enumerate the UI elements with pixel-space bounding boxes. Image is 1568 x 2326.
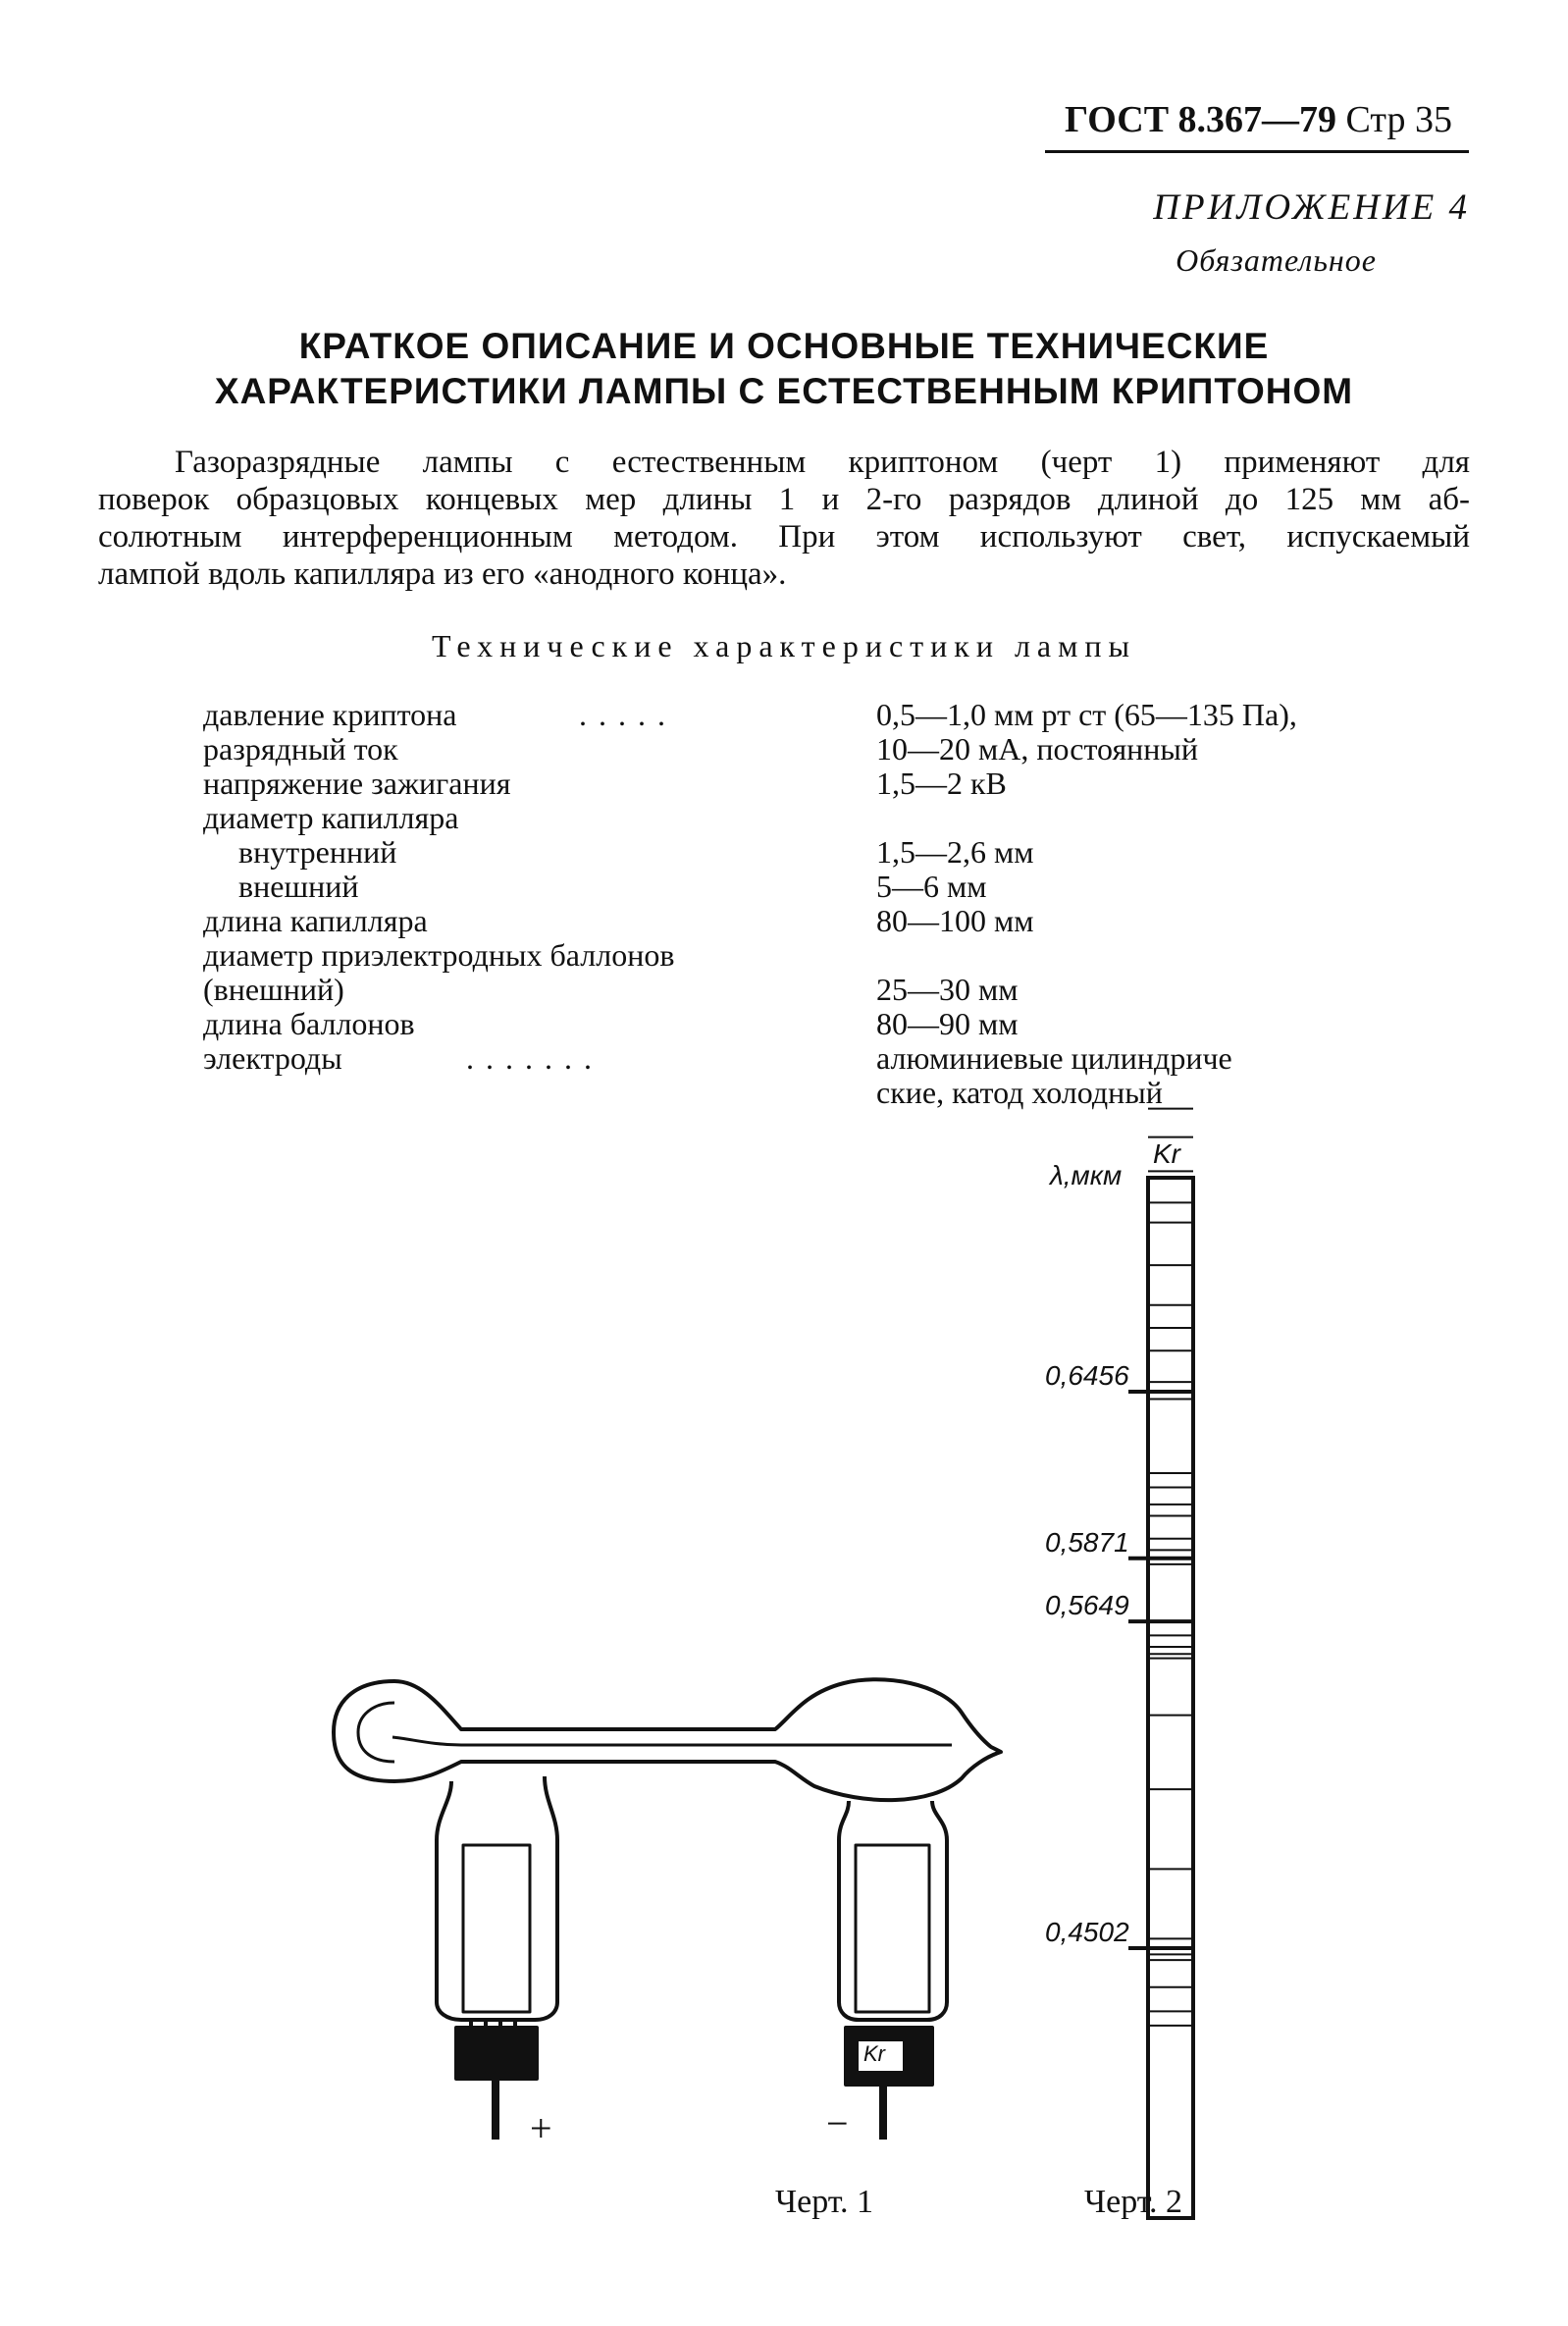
wavelength-mark-label: 0,5649 bbox=[1045, 1590, 1129, 1621]
paragraph-line: лампой вдоль капилляра из его «анодного конца». bbox=[98, 556, 787, 592]
spectrum-frame bbox=[1148, 1178, 1193, 2218]
minus-terminal-label: − bbox=[826, 2101, 849, 2145]
anode-bulb bbox=[437, 1776, 557, 2020]
figure-2-caption: Черт. 2 bbox=[1084, 2184, 1183, 2220]
spec-value: 0,5—1,0 мм рт ст (65—135 Па), bbox=[876, 697, 1297, 732]
spec-value: 80—90 мм bbox=[876, 1006, 1019, 1041]
cathode-electrode bbox=[856, 1845, 929, 2012]
lamp-drawing bbox=[334, 1679, 1001, 2140]
page-number: Стр 35 bbox=[1345, 99, 1452, 140]
spec-leader-dots: ....... bbox=[466, 1040, 603, 1076]
spec-name: диаметр капилляра bbox=[203, 800, 459, 835]
cathode-label: Kr bbox=[863, 2041, 885, 2066]
document-title-line-2: ХАРАКТЕРИСТИКИ ЛАМПЫ С ЕСТЕСТВЕННЫМ КРИПТОНОМ bbox=[214, 371, 1354, 411]
spec-value: 1,5—2 кВ bbox=[876, 766, 1007, 801]
standard-number: ГОСТ 8.367—79 bbox=[1065, 99, 1337, 140]
paragraph-line: Газоразрядные лампы с естественным криптоном (черт 1) применяют для bbox=[175, 445, 1470, 480]
krypton-label: Kr bbox=[1153, 1138, 1180, 1169]
spec-value: 5—6 мм bbox=[876, 869, 987, 904]
spec-leader-dots: ..... bbox=[579, 697, 677, 732]
plus-terminal-label: + bbox=[530, 2106, 552, 2150]
anode-electrode bbox=[463, 1845, 530, 2012]
spec-name: диаметр приэлектродных баллонов bbox=[203, 937, 675, 973]
paragraph-line: солютным интерференционным методом. При этом используют свет, испускаемый bbox=[98, 519, 1470, 555]
spec-value: 10—20 мА, постоянный bbox=[876, 731, 1199, 767]
wavelength-axis-label: λ,мкм bbox=[1050, 1160, 1123, 1190]
spec-name: внутренний bbox=[238, 834, 397, 870]
specs-title: Технические характеристики лампы bbox=[432, 628, 1136, 663]
wavelength-mark-label: 0,4502 bbox=[1045, 1917, 1129, 1947]
spec-value: 80—100 мм bbox=[876, 903, 1034, 938]
spec-name: давление криптона bbox=[203, 697, 457, 732]
spec-value: алюминиевые цилиндриче bbox=[876, 1040, 1232, 1076]
spec-name: (внешний) bbox=[203, 972, 344, 1007]
capillary-inner bbox=[392, 1737, 952, 1745]
spec-name: электроды bbox=[203, 1040, 342, 1076]
spec-value: ские, катод холодный bbox=[876, 1075, 1163, 1110]
wavelength-mark-label: 0,6456 bbox=[1045, 1360, 1129, 1391]
appendix-status: Обязательное bbox=[1176, 242, 1377, 278]
spectrum-strip bbox=[1128, 1109, 1193, 2218]
figure-1-caption: Черт. 1 bbox=[775, 2184, 874, 2220]
spec-value: 1,5—2,6 мм bbox=[876, 834, 1034, 870]
spec-name: разрядный ток bbox=[203, 731, 398, 767]
appendix-title: ПРИЛОЖЕНИЕ 4 bbox=[1153, 187, 1470, 228]
wavelength-mark-label: 0,5871 bbox=[1045, 1526, 1129, 1558]
anode-base bbox=[456, 2028, 537, 2079]
spec-name: напряжение зажигания bbox=[203, 766, 511, 801]
spec-name: длина баллонов bbox=[203, 1006, 415, 1041]
spectral-lines bbox=[1128, 1109, 1193, 2026]
lamp-outline bbox=[334, 1679, 1001, 1800]
spec-value: 25—30 мм bbox=[876, 972, 1019, 1007]
spec-name: длина капилляра bbox=[203, 903, 428, 938]
document-title-line-1: КРАТКОЕ ОПИСАНИЕ И ОСНОВНЫЕ ТЕХНИЧЕСКИЕ bbox=[298, 326, 1270, 366]
spec-name: внешний bbox=[238, 869, 359, 904]
paragraph-line: поверок образцовых концевых мер длины 1 и 2-го разрядов длиной до 125 мм аб- bbox=[98, 482, 1470, 517]
